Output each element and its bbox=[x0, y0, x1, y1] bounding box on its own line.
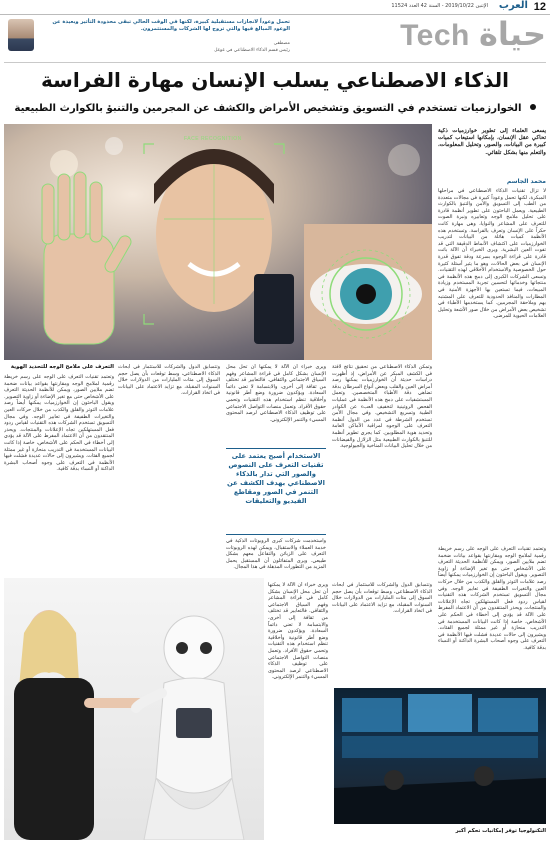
divider bbox=[4, 62, 546, 63]
control-room-caption: التكنولوجيا توفر إمكانيات تحكم أكبر bbox=[455, 828, 546, 834]
logo: العرب bbox=[498, 0, 528, 11]
byline: محمد الجاسم bbox=[506, 178, 546, 185]
author-avatar bbox=[8, 19, 34, 51]
screen-graphic bbox=[478, 698, 538, 732]
article-column-3b: واستخدمت شركات كبرى الروبوتات الذكية في خدمة العملاء والاستقبال، ويمكن لهذه الروبوتات التعرف على الزبائن والتفاعل معهم بشكل طبيعي. ويرى المتفائلون أن المستقبل يحمل المزيد من التطورات المذهلة في هذا المجال. bbox=[226, 538, 326, 571]
subheadline bbox=[4, 96, 546, 115]
article-column-1: لا تزال تقنيات الذكاء الاصطناعي في مراحلها المبكرة، لكنها تحمل وعوداً كبيرة في مجالات متعددة من الطب إلى التسويق والأمن والتنبؤ بالكوارث الطبيعية. ويعمل الباحثون على تطوير أنظمة قادرة على تحليل ملامح الوجه وتعابيره ونبرة الصوت للتعرف على المشاعر والنوايا، وهي مهارة كانت حكراً على الإنسان وتعرف بالفراسة. وتستخدم هذه الأنظمة كميات هائلة من البيانات لتدريب الخوارزميات على اكتشاف الأنماط الدقيقة التي قد تفوت العين البشرية. ويرى الخبراء أن الآلة باتت قادرة على قراءة الوجوه بسرعة ودقة تفوق قدرة الإنسان في بعض الحالات، وهو ما يثير أسئلة كثيرة حول الخصوصية والاستخدام الأخلاقي لهذه التقنيات. وتسعى الشركات الكبرى إلى دمج هذه الأنظمة في منتجاتها وخدماتها لتحسين تجربة المستخدم وزيادة المبيعات، فيما تستعين بها الأجهزة الأمنية في المطارات والمنافذ الحدودية للتعرف على المشتبه بهم وملاحقة المجرمين. كما يستخدمها الأطباء في تشخيص بعض الأمراض من خلال صور الأشعة وتحليل العلامات الحيوية للمرضى. bbox=[438, 188, 546, 320]
article-column-5: وتعتمد تقنيات التعرف على الوجه على رسم خريطة رقمية لملامح الوجه ومقارنتها بقواعد بيانات ضخمة تضم ملايين الصور، ويمكن للأنظمة الحديثة التعرف على الأشخاص حتى مع تغير الإضاءة أو زاوية التصوير. ويقول الباحثون إن الخوارزميات يمكنها أيضاً رصد علامات التوتر والقلق والكذب من خلال حركات العين والتغيرات الطفيفة في تعابير الوجه. وفي مجال التسويق تستخدم الشركات هذه التقنيات لقياس ردود فعل المستهلكين تجاه الإعلانات والمنتجات. ويحذر المنتقدون من أن الاعتماد المفرط على الآلة قد يؤدي إلى أخطاء في الحكم على الأشخاص، خاصة إذا كانت البيانات المستخدمة في التدريب منحازة أو غير ممثلة لجميع الفئات. ويشيرون إلى حالات عديدة فشلت فيها الأنظمة في التعرف على وجوه أصحاب البشرة الداكنة أو النساء بدقة كافية. bbox=[4, 374, 114, 473]
section-title bbox=[296, 15, 546, 61]
section-title-arabic: حياة bbox=[478, 15, 546, 53]
subheadline-text: الخوارزميات تستخدم في التسويق وتشخيص الأمراض والكشف عن المجرمين والتنبؤ بالكوارث الطبيعية bbox=[14, 103, 522, 114]
hand-graphic bbox=[42, 172, 133, 344]
page-number: 12 bbox=[533, 1, 546, 13]
article-column-4: وتتسابق الدول والشركات للاستثمار في أبحاث الذكاء الاصطناعي، وسط توقعات بأن يصل حجم السوق إلى مئات المليارات من الدولارات خلال السنوات المقبلة، مع تزايد الاعتماد على البيانات في اتخاذ القرارات. bbox=[118, 364, 220, 397]
phone-graphic bbox=[254, 274, 294, 344]
article-column-3: ويرى خبراء أن الآلة لا يمكنها أن تحل محل الإنسان بشكل كامل في قراءة المشاعر وفهم السياق الاجتماعي والثقافي. فالتعابير قد تختلف من ثقافة إلى أخرى، والابتسامة لا تعني دائماً السعادة. ويؤكدون ضرورة وضع أطر قانونية وأخلاقية تنظم استخدام هذه التقنيات وتحمي حقوق الأفراد. وتعمل منصات التواصل الاجتماعي على توظيف الذكاء الاصطناعي لرصد المحتوى المسيء والتنمر الإلكتروني. bbox=[226, 364, 326, 423]
masthead bbox=[0, 0, 550, 15]
bokeh-light bbox=[105, 137, 123, 155]
robot-eye-graphic bbox=[176, 642, 188, 654]
headline: الذكاء الاصطناعي يسلب الإنسان مهارة الفراسة bbox=[41, 68, 509, 92]
screen-graphic bbox=[408, 694, 472, 732]
woman-body-graphic bbox=[14, 678, 94, 840]
screen-graphic bbox=[342, 698, 402, 732]
article-column-6: ويرى خبراء أن الآلة لا يمكنها أن تحل محل الإنسان بشكل كامل في قراءة المشاعر وفهم السياق الاجتماعي والثقافي. فالتعابير قد تختلف من ثقافة إلى أخرى، والابتسامة لا تعني دائماً السعادة. ويؤكدون ضرورة وضع أطر قانونية وأخلاقية تنظم استخدام هذه التقنيات وتحمي حقوق الأفراد. وتعمل منصات التواصل الاجتماعي على توظيف الذكاء الاصطناعي لرصد المحتوى المسيء والتنمر الإلكتروني. bbox=[268, 582, 328, 681]
intro-paragraph: يسعى العلماء إلى تطوير خوارزميات ذكية تحاكي عقل الإنسان، بإمكانها استيعاب كميات كبيرة من البيانات، والصور، وتحليل المعلومات، والتعلم منها بشكل تلقائي. bbox=[438, 128, 546, 156]
screen-graphic bbox=[342, 736, 538, 758]
pupil-graphic bbox=[356, 284, 376, 304]
desk-graphic bbox=[334, 778, 546, 824]
article-column-7: وتتسابق الدول والشركات للاستثمار في أبحاث الذكاء الاصطناعي، وسط توقعات بأن يصل حجم السوق إلى مئات المليارات من الدولارات خلال السنوات المقبلة، مع تزايد الاعتماد على البيانات في اتخاذ القرارات. bbox=[332, 582, 432, 615]
pull-quote: الاستخدام أصبح يعتمد على تقنيات التعرف على النصوص والصور التي تدار بالذكاء الاصطناعي بهدف الكشف عن التنمر في الصور ومقاطع الفيديو والتعليقات bbox=[226, 448, 326, 535]
quote-author-title: رئيس قسم الذكاء الاصطناعي في غوغل bbox=[214, 48, 290, 53]
robot-photo bbox=[4, 578, 264, 840]
section-title-latin: Tech bbox=[400, 19, 470, 52]
quote-author: مصطفى bbox=[273, 41, 290, 46]
robot-head-graphic bbox=[164, 616, 224, 680]
operator-graphic bbox=[384, 770, 404, 790]
bokeh-light bbox=[388, 144, 420, 176]
quote-text: تحمل وعوداً لانجازات مستقبلية كبيرة، لكنها في الوقت الحالي تبقى محدودة التأثير وبعيدة عن الوعود المبالغ فيها والتي تروج لها الشركات والمستثمرون. bbox=[52, 19, 290, 32]
main-photo-caption: التعرف على ملامح الوجه للتحديد الهوية bbox=[10, 364, 114, 370]
quote-box bbox=[4, 17, 294, 59]
article-column-2: وتمكن الذكاء الاصطناعي من تحقيق نتائج لافتة في الكشف المبكر عن الأمراض، إذ أظهرت دراسات حديثة أن الخوارزميات يمكنها رصد أمراض العين والقلب وبعض أنواع السرطان بدقة تضاهي دقة الأطباء المتخصصين. وتعمل المستشفيات على دمج هذه الأنظمة في عمليات الفحص الروتينية لتخفيف العبء عن الكوادر الطبية وتسريع التشخيص. وفي مجال الأمن تستخدم الشرطة في عدد من الدول أنظمة التعرف على الوجوه لمراقبة الأماكن العامة وتحديد هوية المطلوبين. كما يجري تطوير أنظمة للتنبؤ بالكوارث الطبيعية مثل الزلازل والفيضانات من خلال تحليل البيانات المناخية والجيولوجية. bbox=[332, 364, 432, 450]
main-photo bbox=[4, 124, 432, 360]
robot-tablet-graphic bbox=[176, 708, 212, 738]
article-column-1b: وتعتمد تقنيات التعرف على الوجه على رسم خريطة رقمية لملامح الوجه ومقارنتها بقواعد بيانات ضخمة تضم ملايين الصور، ويمكن للأنظمة الحديثة التعرف على الأشخاص حتى مع تغير الإضاءة أو زاوية التصوير. ويقول الباحثون إن الخوارزميات يمكنها أيضاً رصد علامات التوتر والقلق والكذب من خلال حركات العين والتغيرات الطفيفة في تعابير الوجه. وفي مجال التسويق تستخدم الشركات هذه التقنيات لقياس ردود فعل المستهلكين تجاه الإعلانات والمنتجات. ويحذر المنتقدون من أن الاعتماد المفرط على الآلة قد يؤدي إلى أخطاء في الحكم على الأشخاص، خاصة إذا كانت البيانات المستخدمة في التدريب منحازة أو غير ممثلة لجميع الفئات. ويشيرون إلى حالات عديدة فشلت فيها الأنظمة في التعرف على وجوه أصحاب البشرة الداكنة أو النساء بدقة كافية. bbox=[438, 546, 546, 651]
robot-arm-graphic bbox=[136, 693, 162, 708]
face-recognition-label: FACE RECOGNITION bbox=[184, 136, 242, 142]
dateline: الإثنين 2019/10/22 - السنة 42 العدد 11524 bbox=[391, 3, 488, 9]
robot-eye-graphic bbox=[200, 642, 212, 654]
control-room-photo bbox=[334, 688, 546, 824]
bullet-icon bbox=[530, 104, 536, 110]
operator-graphic bbox=[474, 766, 494, 786]
